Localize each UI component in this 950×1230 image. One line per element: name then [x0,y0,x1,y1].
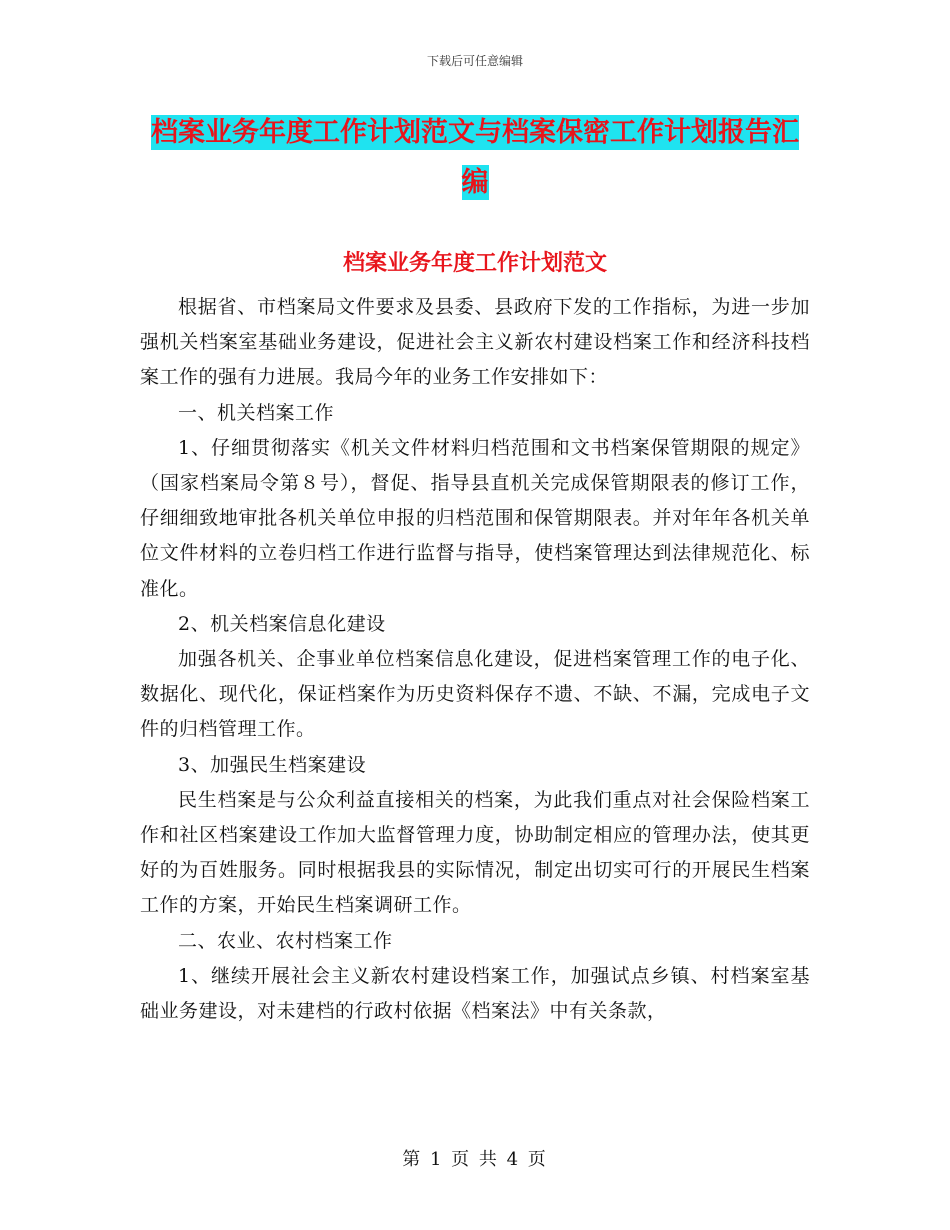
paragraph-intro: 根据省、市档案局文件要求及县委、县政府下发的工作指标，为进一步加强机关档案室基础业务建设，促进社会主义新农村建设档案工作和经济科技档案工作的强有力进展。我局今年的业务工作安排如下： [140,296,810,389]
section-title: 档案业务年度工作计划范文 [342,251,607,276]
header-note: 下载后可任意编辑 [426,54,523,68]
document-body [140,290,810,1029]
page-footer: 第 1 页 共 4 页 [402,1149,548,1170]
paragraph-livelihood-archives: 民生档案是与公众利益直接相关的档案，为此我们重点对社会保险档案工作和社区档案建设工作加大监督管理力度，协助制定相应的管理办法，使其更好的为百姓服务。同时根据我县的实际情况，制定出切实可行的开展民生档案工作的方案，开始民生档案调研工作。 [140,788,810,917]
heading-organ-archives: 一、机关档案工作 [178,401,335,424]
document-title [140,108,810,208]
paragraph-informatization: 加强各机关、企事业单位档案信息化建设，促进档案管理工作的电子化、数据化、现代化，保证档案作为历史资料保存不遗、不缺、不漏，完成电子文件的归档管理工作。 [140,648,810,741]
heading-livelihood-archives: 3、加强民生档案建设 [178,753,367,776]
heading-rural-archives: 二、农业、农村档案工作 [178,929,393,952]
document-title-text: 档案业务年度工作计划范文与档案保密工作计划报告汇编 [151,117,799,198]
paragraph-item-1: 1、仔细贯彻落实《机关文件材料归档范围和文书档案保管期限的规定》（国家档案局令第８号），督促、指导县直机关完成保管期限表的修订工作，仔细细致地审批各机关单位申报的归档范围和保管期限表。并对年年各机关单位文件材料的立卷归档工作进行监督与指导，使档案管理达到法律规范化、标准化。 [140,436,810,600]
paragraph-rural-item-1: 1、继续开展社会主义新农村建设档案工作，加强试点乡镇、村档案室基础业务建设，对未建档的行政村依据《档案法》中有关条款， [140,964,810,1023]
heading-informatization: 2、机关档案信息化建设 [178,612,386,635]
